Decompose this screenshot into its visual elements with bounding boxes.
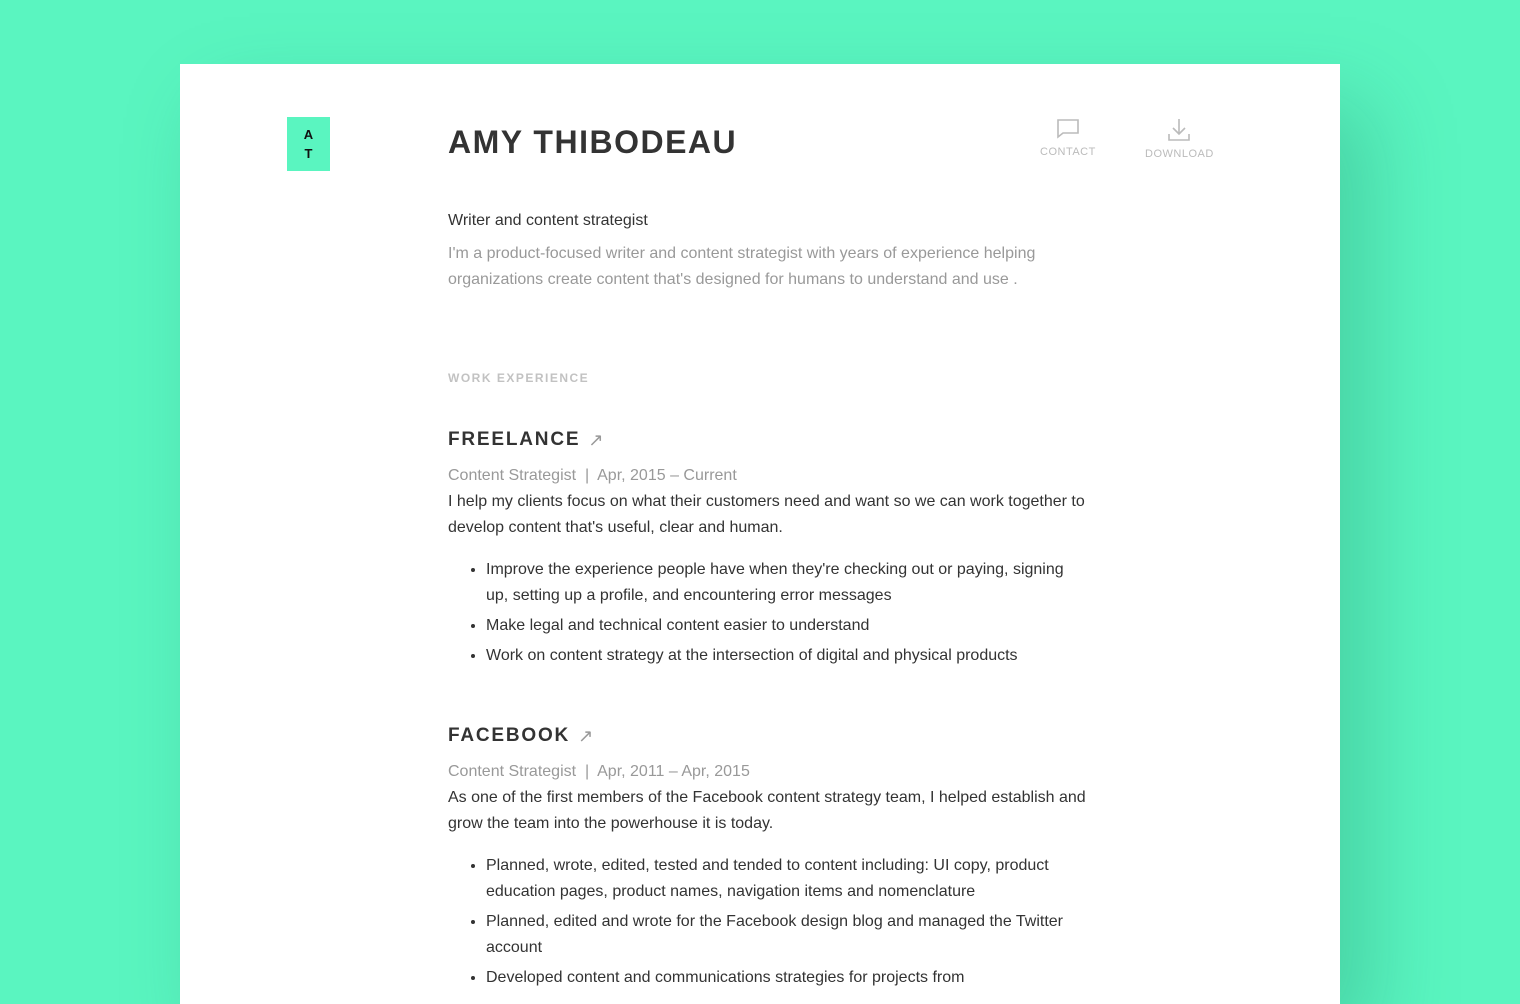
monogram-logo [287, 117, 330, 171]
download-button[interactable] [1145, 118, 1214, 160]
company-link[interactable] [448, 427, 1088, 453]
job-description: I help my clients focus on what their customers need and want so we can work together to develop content that's useful, clear and human. [448, 493, 1085, 536]
section-heading: WORK EXPERIENCE [448, 371, 590, 385]
list-item: • Work on content strategy at the intersection of digital and physical products [486, 643, 1088, 669]
external-link-icon: ↗ [578, 726, 594, 746]
list-item: • Improve the experience people have when they're checking out or paying, signing up, setting up a profile, and encountering error messages [486, 557, 1088, 609]
chat-bubble-icon [1056, 118, 1080, 140]
company-link[interactable] [448, 723, 1088, 749]
logo-letter: A [303, 127, 314, 142]
download-icon [1167, 118, 1191, 142]
job-meta: Content Strategist | Apr, 2015 – Current [448, 467, 737, 484]
job-description: As one of the first members of the Facebook content strategy team, I helped establish and grow the team into the powerhouse it is today. [448, 789, 1086, 832]
summary: I'm a product-focused writer and content strategist with years of experience helping organizations create content that's designed for humans to understand and use . [448, 245, 1036, 288]
list-item: • Planned, edited and wrote for the Facebook design blog and managed the Twitter account [486, 909, 1088, 961]
contact-label: CONTACT [1040, 146, 1096, 158]
contact-button[interactable] [1040, 118, 1096, 158]
external-link-icon: ↗ [588, 430, 604, 450]
job-bullets [448, 853, 1088, 991]
list-item: • Developed content and communications strategies for projects from [486, 965, 1088, 991]
download-label: DOWNLOAD [1145, 148, 1214, 160]
resume-card [180, 64, 1340, 1004]
job-entry [448, 723, 1088, 991]
job-bullets [448, 557, 1088, 669]
list-item: • Planned, wrote, edited, tested and tended to content including: UI copy, product education pages, product names, navigation items and nomenclature [486, 853, 1088, 905]
company-name: FACEBOOK [448, 725, 571, 746]
person-name: AMY THIBODEAU [448, 124, 738, 160]
logo-letter: T [304, 146, 313, 161]
company-name: FREELANCE [448, 429, 581, 450]
job-meta: Content Strategist | Apr, 2011 – Apr, 2015 [448, 763, 750, 780]
resume-content [448, 208, 1088, 995]
list-item: • Make legal and technical content easier to understand [486, 613, 1088, 639]
tagline: Writer and content strategist [448, 212, 648, 229]
job-entry [448, 427, 1088, 669]
